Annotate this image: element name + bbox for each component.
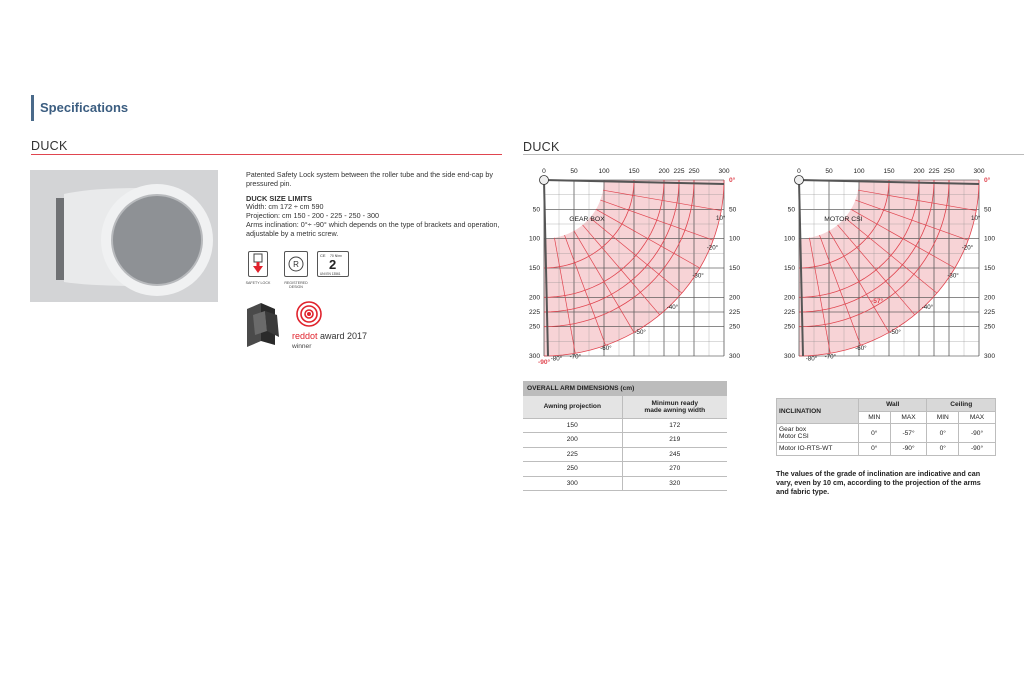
motor-limit-label: -57° <box>871 298 884 306</box>
right-tick-label: 250 <box>729 323 741 331</box>
safety-lock-caption: SAFETY LOCK <box>245 281 271 285</box>
right-tick-label: 100 <box>984 235 996 243</box>
motor-csi-inclination-diagram <box>775 160 1005 372</box>
row-label <box>777 424 859 443</box>
right-tick-label: 225 <box>984 309 996 316</box>
right-tick-label: 225 <box>729 309 741 316</box>
value-cell: -90° <box>959 443 996 456</box>
projection-cell: 250 <box>523 462 622 477</box>
table-row <box>523 447 727 462</box>
left-tick-label: 150 <box>528 265 540 272</box>
projection-cell: 200 <box>523 433 622 448</box>
ce-class-number: 2 <box>329 257 337 272</box>
dimensions-caption: OVERALL ARM DIMENSIONS (cm) <box>523 381 727 396</box>
left-tick-label: 100 <box>783 235 795 243</box>
wall-min-header: MIN <box>859 411 891 424</box>
right-tick-label: 50 <box>729 206 737 214</box>
top-tick-label: 225 <box>673 168 685 175</box>
projection-text: Projection: cm 150 - 200 - 225 - 250 - 300 <box>246 211 380 221</box>
top-tick-label: 150 <box>628 168 640 175</box>
left-tick-label: 150 <box>783 265 795 272</box>
registered-design-icon <box>284 251 308 277</box>
left-tick-label: 250 <box>528 323 540 331</box>
inclination-note: The values of the grade of inclination are indicative and can vary, even by 10 cm, according to the projection of the arms and fabric type. <box>776 469 981 496</box>
left-tick-label: 250 <box>783 323 795 331</box>
table-row <box>523 433 727 448</box>
top-tick-label: 200 <box>913 168 925 175</box>
angle-label: -70° <box>569 353 582 361</box>
top-tick-label: 200 <box>658 168 670 175</box>
ceiling-min-header: MIN <box>927 411 959 424</box>
award-year: award 2017 <box>317 331 368 341</box>
limit-top-label: 0° <box>984 177 991 184</box>
top-tick-label: 0 <box>542 168 546 175</box>
row-label-line1: Gear box <box>779 426 807 433</box>
top-tick-label: 50 <box>570 168 578 175</box>
projection-cell: 300 <box>523 476 622 491</box>
left-tick-label: 200 <box>528 294 540 302</box>
left-heading-rule <box>31 154 502 155</box>
award-winner-text: winner <box>292 343 312 350</box>
width-cell: 172 <box>622 418 727 433</box>
top-tick-label: 225 <box>928 168 940 175</box>
left-tick-label: 200 <box>783 294 795 302</box>
right-heading-rule <box>523 154 1024 155</box>
width-text: Width: cm 172 ÷ cm 590 <box>246 202 324 212</box>
wind-class: 70 N/m² <box>330 253 343 258</box>
right-tick-label: 50 <box>984 206 992 214</box>
limit-bottom-label: -90° <box>538 359 551 366</box>
size-limits-title: DUCK SIZE LIMITS <box>246 193 313 203</box>
right-tick-label: 300 <box>984 353 996 360</box>
left-tick-label: 100 <box>528 235 540 243</box>
col-width-header-line2: made awning width <box>644 406 706 414</box>
inclination-title: INCLINATION <box>777 399 859 424</box>
col-width-header-line1: Minimun ready <box>651 399 699 407</box>
limit-top-label: 0° <box>729 177 736 184</box>
section-title: Specifications <box>31 95 128 121</box>
left-heading: DUCK <box>31 139 68 153</box>
registered-design-caption: REGISTERED DESIGN <box>284 281 308 289</box>
safety-lock-icon <box>248 251 268 277</box>
angle-label: -50° <box>634 328 646 336</box>
value-cell: 0° <box>859 424 891 443</box>
table-row <box>523 476 727 491</box>
left-tick-label: 300 <box>528 353 540 360</box>
top-tick-label: 100 <box>598 168 610 175</box>
table-row <box>777 424 996 443</box>
angle-label: -80° <box>550 355 563 363</box>
angle-label: -30° <box>947 272 959 280</box>
diagram-label: GEAR BOX <box>569 216 605 224</box>
top-tick-label: 100 <box>853 168 865 175</box>
left-tick-label: 50 <box>532 206 540 214</box>
left-tick-label: 50 <box>787 206 795 214</box>
reddot-logo-icon <box>295 300 323 328</box>
angle-label: -50° <box>889 328 901 336</box>
roller-tube-icon <box>795 176 804 185</box>
value-cell: 0° <box>927 424 959 443</box>
ce-class-icon <box>317 251 349 277</box>
ceiling-header: Ceiling <box>927 399 996 412</box>
left-tick-label: 225 <box>528 309 540 316</box>
reddot-award-text <box>292 331 367 341</box>
width-cell: 245 <box>622 447 727 462</box>
right-tick-label: 150 <box>729 265 741 272</box>
top-tick-label: 300 <box>718 168 730 175</box>
angle-label: -20° <box>706 244 719 252</box>
col-projection-header: Awning projection <box>523 396 622 418</box>
value-cell: 0° <box>927 443 959 456</box>
angle-label: 10° <box>971 214 981 222</box>
top-tick-label: 300 <box>973 168 985 175</box>
product-photo <box>30 170 218 302</box>
table-row <box>523 462 727 477</box>
angle-label: -30° <box>692 272 704 280</box>
top-tick-label: 250 <box>688 168 700 175</box>
reddot-word: reddot <box>292 331 318 341</box>
angle-label: -20° <box>961 244 974 252</box>
projection-cell: 225 <box>523 447 622 462</box>
width-cell: 219 <box>622 433 727 448</box>
value-cell: -90° <box>959 424 996 443</box>
table-row <box>777 443 996 456</box>
right-tick-label: 200 <box>729 294 741 302</box>
right-tick-label: 100 <box>729 235 741 243</box>
svg-text:R: R <box>293 260 299 269</box>
col-width-header <box>622 396 727 418</box>
value-cell: -90° <box>890 443 927 456</box>
ceiling-max-header: MAX <box>959 411 996 424</box>
inclination-table <box>776 398 996 456</box>
left-tick-label: 225 <box>783 309 795 316</box>
angle-label: -40° <box>921 303 934 311</box>
table-row <box>523 418 727 433</box>
gear-box-inclination-diagram <box>520 160 750 372</box>
angle-label: 10° <box>716 214 726 222</box>
angle-label: -40° <box>666 303 679 311</box>
inclination-text: Arms inclination: 0°÷ -90° which depends on the type of brackets and operation, adjustable by a metric screw. <box>246 219 500 238</box>
left-tick-label: 300 <box>783 353 795 360</box>
row-label: Motor IO-RTS-WT <box>777 443 859 456</box>
width-cell: 270 <box>622 462 727 477</box>
ce-standard: UNI EN 13561 <box>320 272 341 276</box>
roller-tube-icon <box>540 176 549 185</box>
right-tick-label: 150 <box>984 265 996 272</box>
right-tick-label: 300 <box>729 353 741 360</box>
product-description <box>246 171 506 239</box>
top-tick-label: 250 <box>943 168 955 175</box>
wall-max-header: MAX <box>890 411 927 424</box>
projection-cell: 150 <box>523 418 622 433</box>
angle-label: -70° <box>824 353 837 361</box>
wall-header: Wall <box>859 399 927 412</box>
diagram-label: MOTOR CSI <box>824 216 863 224</box>
adi-award-icon <box>245 301 289 347</box>
angle-label: -60° <box>600 345 612 353</box>
right-tick-label: 200 <box>984 294 996 302</box>
intro-text: Patented Safety Lock system between the roller tube and the side end-cap by pressured pin. <box>246 170 493 188</box>
right-heading: DUCK <box>523 140 560 154</box>
angle-label: -60° <box>855 345 867 353</box>
top-tick-label: 150 <box>883 168 895 175</box>
top-tick-label: 0 <box>797 168 801 175</box>
row-label-line2: Motor CSI <box>779 433 809 440</box>
top-tick-label: 50 <box>825 168 833 175</box>
width-cell: 320 <box>622 476 727 491</box>
ce-mark: CE <box>320 253 326 258</box>
value-cell: 0° <box>859 443 891 456</box>
right-tick-label: 250 <box>984 323 996 331</box>
arm-dimensions-table <box>523 381 727 491</box>
angle-label: -80° <box>805 355 818 363</box>
value-cell: -57° <box>890 424 927 443</box>
